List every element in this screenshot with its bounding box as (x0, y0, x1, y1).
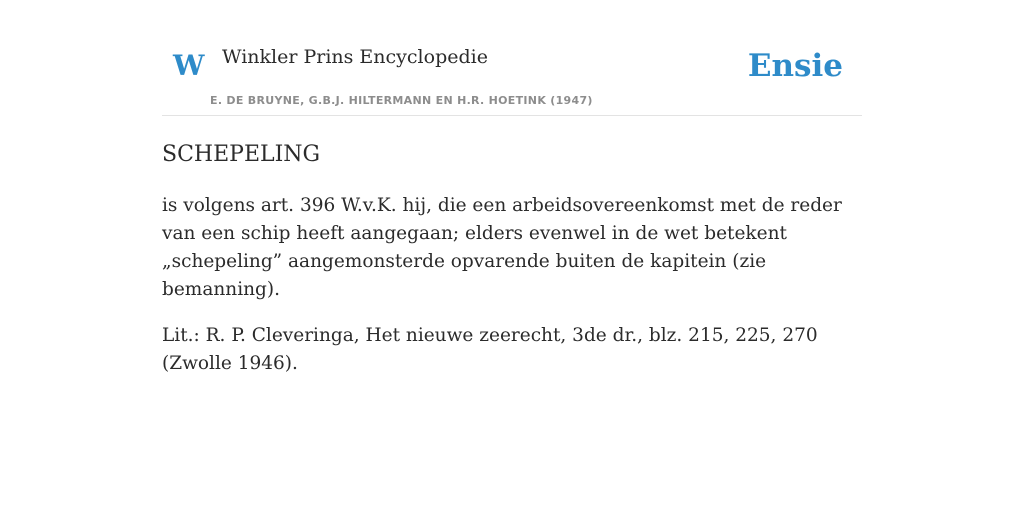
encyclopedia-authors: E. DE BRUYNE, G.B.J. HILTERMANN EN H.R. HOETINK (1947) (210, 94, 593, 107)
entry-body (162, 192, 862, 378)
winkler-prins-logo[interactable]: W (173, 49, 205, 82)
entry-paragraph-literature: Lit.: R. P. Cleveringa, Het nieuwe zeerecht, 3de dr., blz. 215, 225, 270 (Zwolle 1946). (162, 325, 818, 375)
ensie-logo[interactable]: Ensie (747, 48, 843, 84)
page-container (162, 0, 862, 396)
entry-paragraph-definition: is volgens art. 396 W.v.K. hij, die een arbeidsovereenkomst met de reder van een schip heeft aangegaan; elders evenwel in de wet betekent „schepeling” aangemonsterde opvarende buiten de kapitein (zie bemanning). (162, 195, 842, 301)
encyclopedia-title-link[interactable]: Winkler Prins Encyclopedie (222, 46, 488, 68)
entry-title: SCHEPELING (162, 142, 321, 167)
encyclopedia-header (162, 0, 862, 116)
